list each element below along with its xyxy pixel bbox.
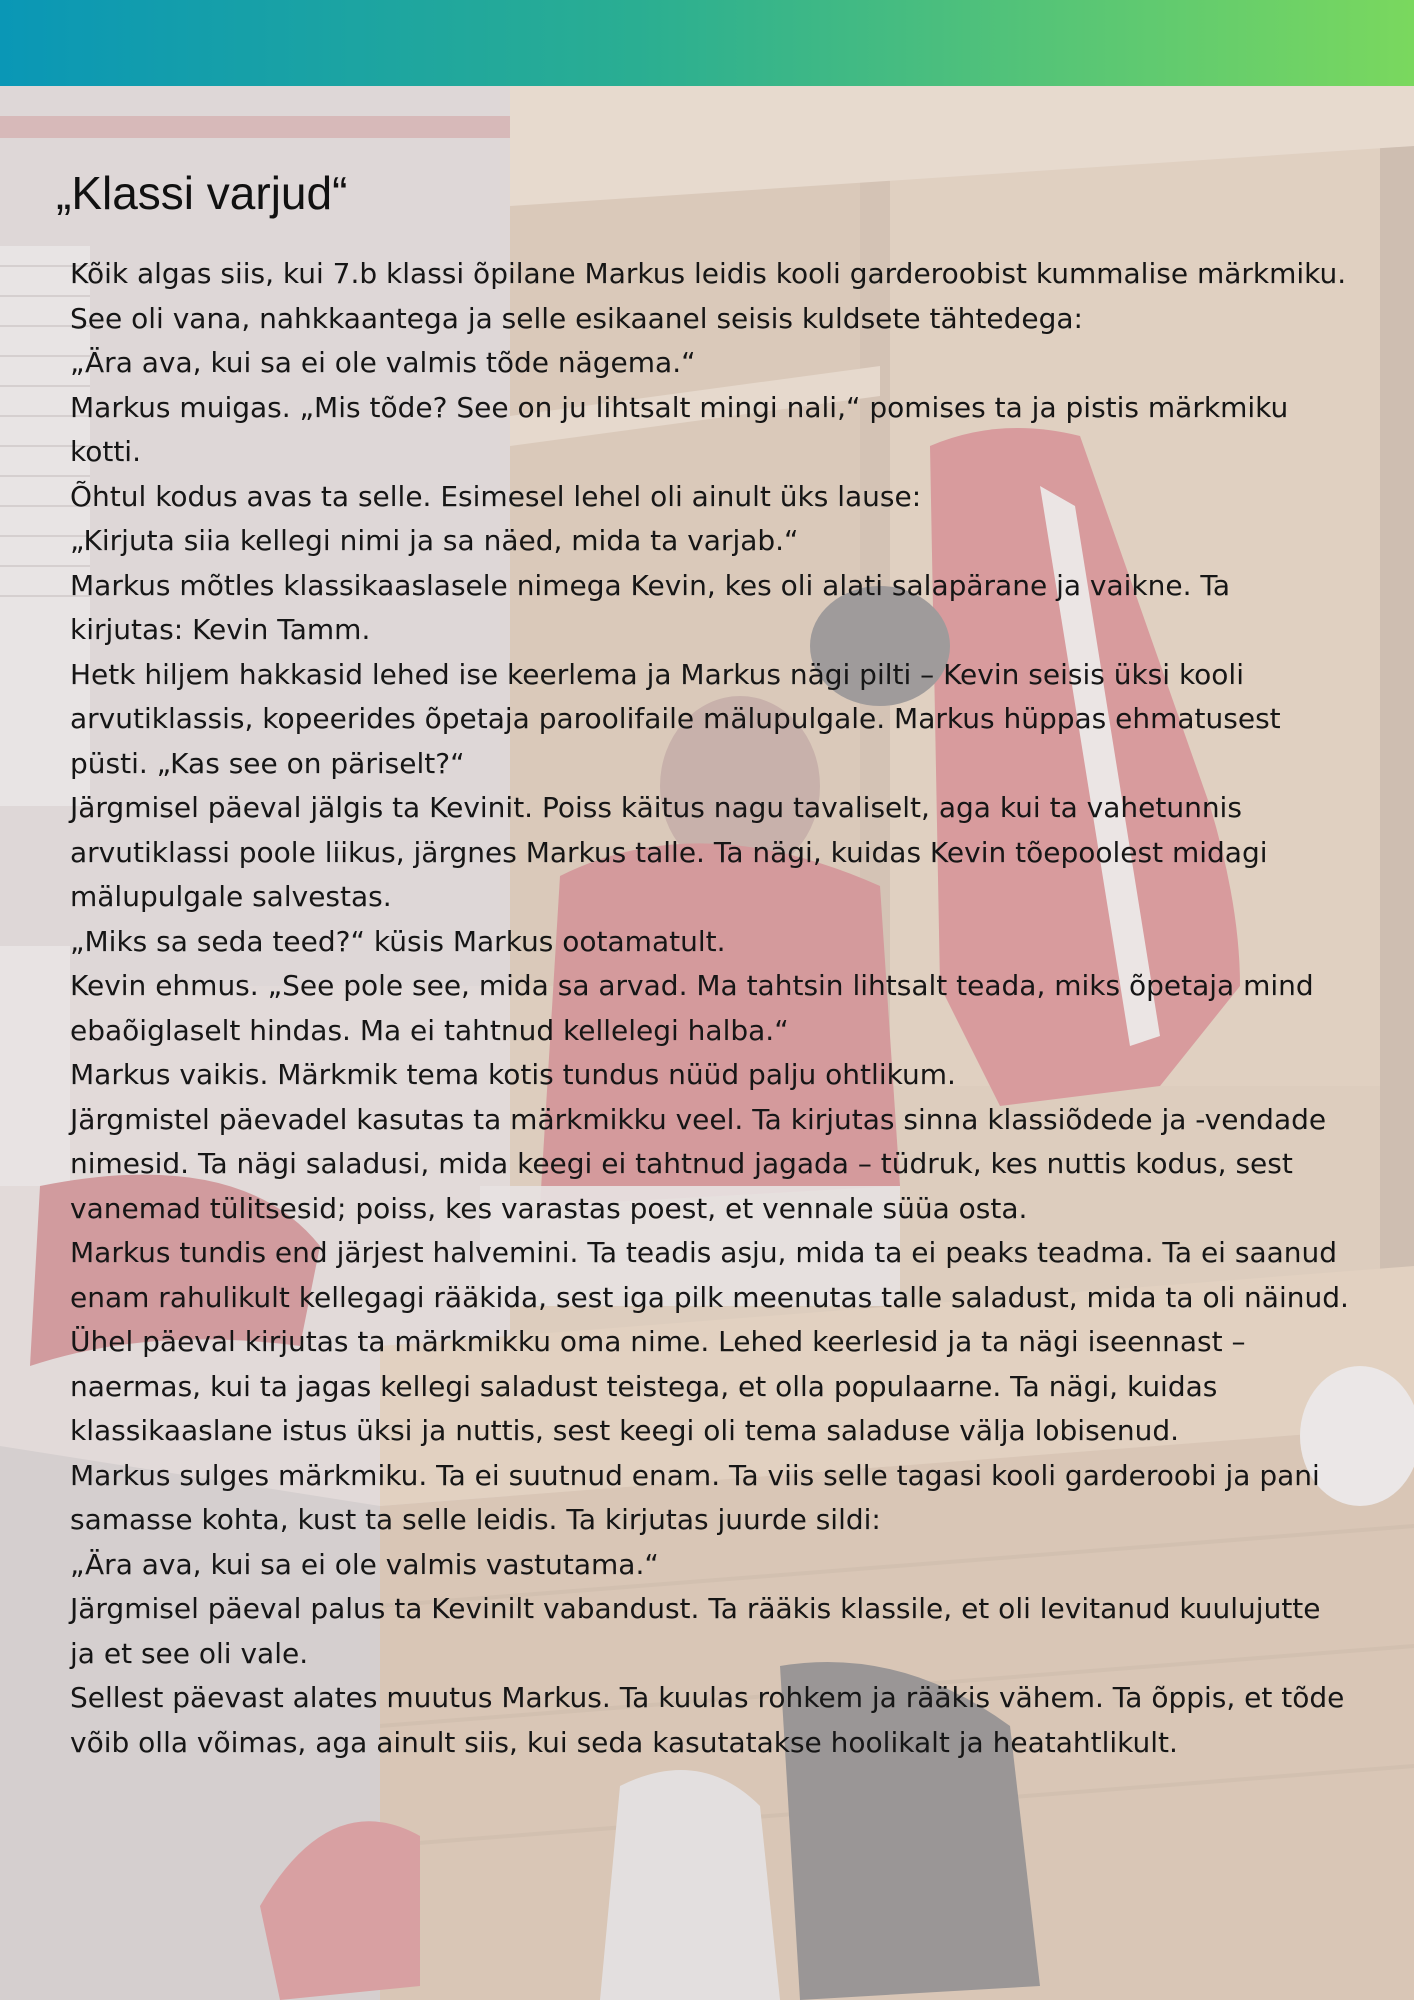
paragraph: Järgmisel päeval palus ta Kevinilt vabandust. Ta rääkis klassile, et oli levitanud kuulujutte ja et see oli vale. (70, 1592, 1321, 1670)
story-text (70, 252, 1350, 1765)
paragraph: Markus sulges märkmiku. Ta ei suutnud enam. Ta viis selle tagasi kooli garderoobi ja pani samasse kohta, kust ta selle leidis. Ta kirjutas juurde sildi: (70, 1458, 1320, 1536)
paragraph: Markus mõtles klassikaaslasele nimega Kevin, kes oli alati salapärane ja vaikne. Ta kirjutas: Kevin Tamm. (70, 568, 1231, 646)
paragraph: „Miks sa seda teed?“ küsis Markus ootamatult. (70, 924, 726, 958)
paragraph: Järgmisel päeval jälgis ta Kevinit. Poiss käitus nagu tavaliselt, aga kui ta vahetunnis arvutiklassi poole liikus, järgnes Markus talle. Ta nägi, kuidas Kevin tõepoolest midagi mälupulgale salvestas. (70, 791, 1268, 913)
document-title: „Klassi varjud“ (56, 167, 348, 219)
paragraph: Ühel päeval kirjutas ta märkmikku oma nime. Lehed keerlesid ja ta nägi iseennast – naermas, kui ta jagas kellegi saladust teistega, et olla populaarne. Ta nägi, kuidas klassikaaslane istus üksi ja nuttis, sest keegi oli tema saladuse välja lobisenud. (70, 1325, 1246, 1447)
paragraph: „Kirjuta siia kellegi nimi ja sa näed, mida ta varjab.“ (70, 524, 799, 557)
paragraph: Sellest päevast alates muutus Markus. Ta kuulas rohkem ja rääkis vähem. Ta õppis, et tõde võib olla võimas, aga ainult siis, kui seda kasutatakse hoolikalt ja heatahtlikult. (70, 1681, 1345, 1759)
paragraph: Markus tundis end järjest halvemini. Ta teadis asju, mida ta ei peaks teadma. Ta ei saanud enam rahulikult kellegagi rääkida, sest iga pilk meenutas talle saladust, mida ta oli näinud. (70, 1236, 1349, 1314)
paragraph: Kevin ehmus. „See pole see, mida sa arvad. Ma tahtsin lihtsalt teada, miks õpetaja mind ebaõiglaselt hindas. Ma ei tahtnud kellelegi halba.“ (70, 969, 1314, 1047)
paragraph: Järgmistel päevadel kasutas ta märkmikku veel. Ta kirjutas sinna klassiõdede ja -vendade nimesid. Ta nägi saladusi, mida keegi ei tahtnud jagada – tüdruk, kes nuttis kodus, sest vanemad tülitsesid; poiss, kes varastas poest, et vennale süüa osta. (70, 1102, 1327, 1225)
paragraph: „Ära ava, kui sa ei ole valmis vastutama.“ (70, 1547, 659, 1581)
paragraph: Hetk hiljem hakkasid lehed ise keerlema ja Markus nägi pilti – Kevin seisis üksi kooli arvutiklassis, kopeerides õpetaja paroolifaile mälupulgale. Markus hüppas ehmatusest püsti. „Kas see on päriselt?“ (70, 657, 1281, 780)
paragraph: Markus vaikis. Märkmik tema kotis tundus nüüd palju ohtlikum. (70, 1058, 956, 1091)
paragraph: Õhtul kodus avas ta selle. Esimesel lehel oli ainult üks lause: (70, 479, 922, 513)
paragraph: Markus muigas. „Mis tõde? See on ju lihtsalt mingi nali,“ pomises ta ja pistis märkmiku kotti. (70, 390, 1289, 468)
paragraph: „Ära ava, kui sa ei ole valmis tõde nägema.“ (70, 346, 696, 379)
paragraph: Kõik algas siis, kui 7.b klassi õpilane Markus leidis kooli garderoobist kummalise märkmiku. See oli vana, nahkkaantega ja selle esikaanel seisis kuldsete tähtedega: (70, 257, 1347, 335)
